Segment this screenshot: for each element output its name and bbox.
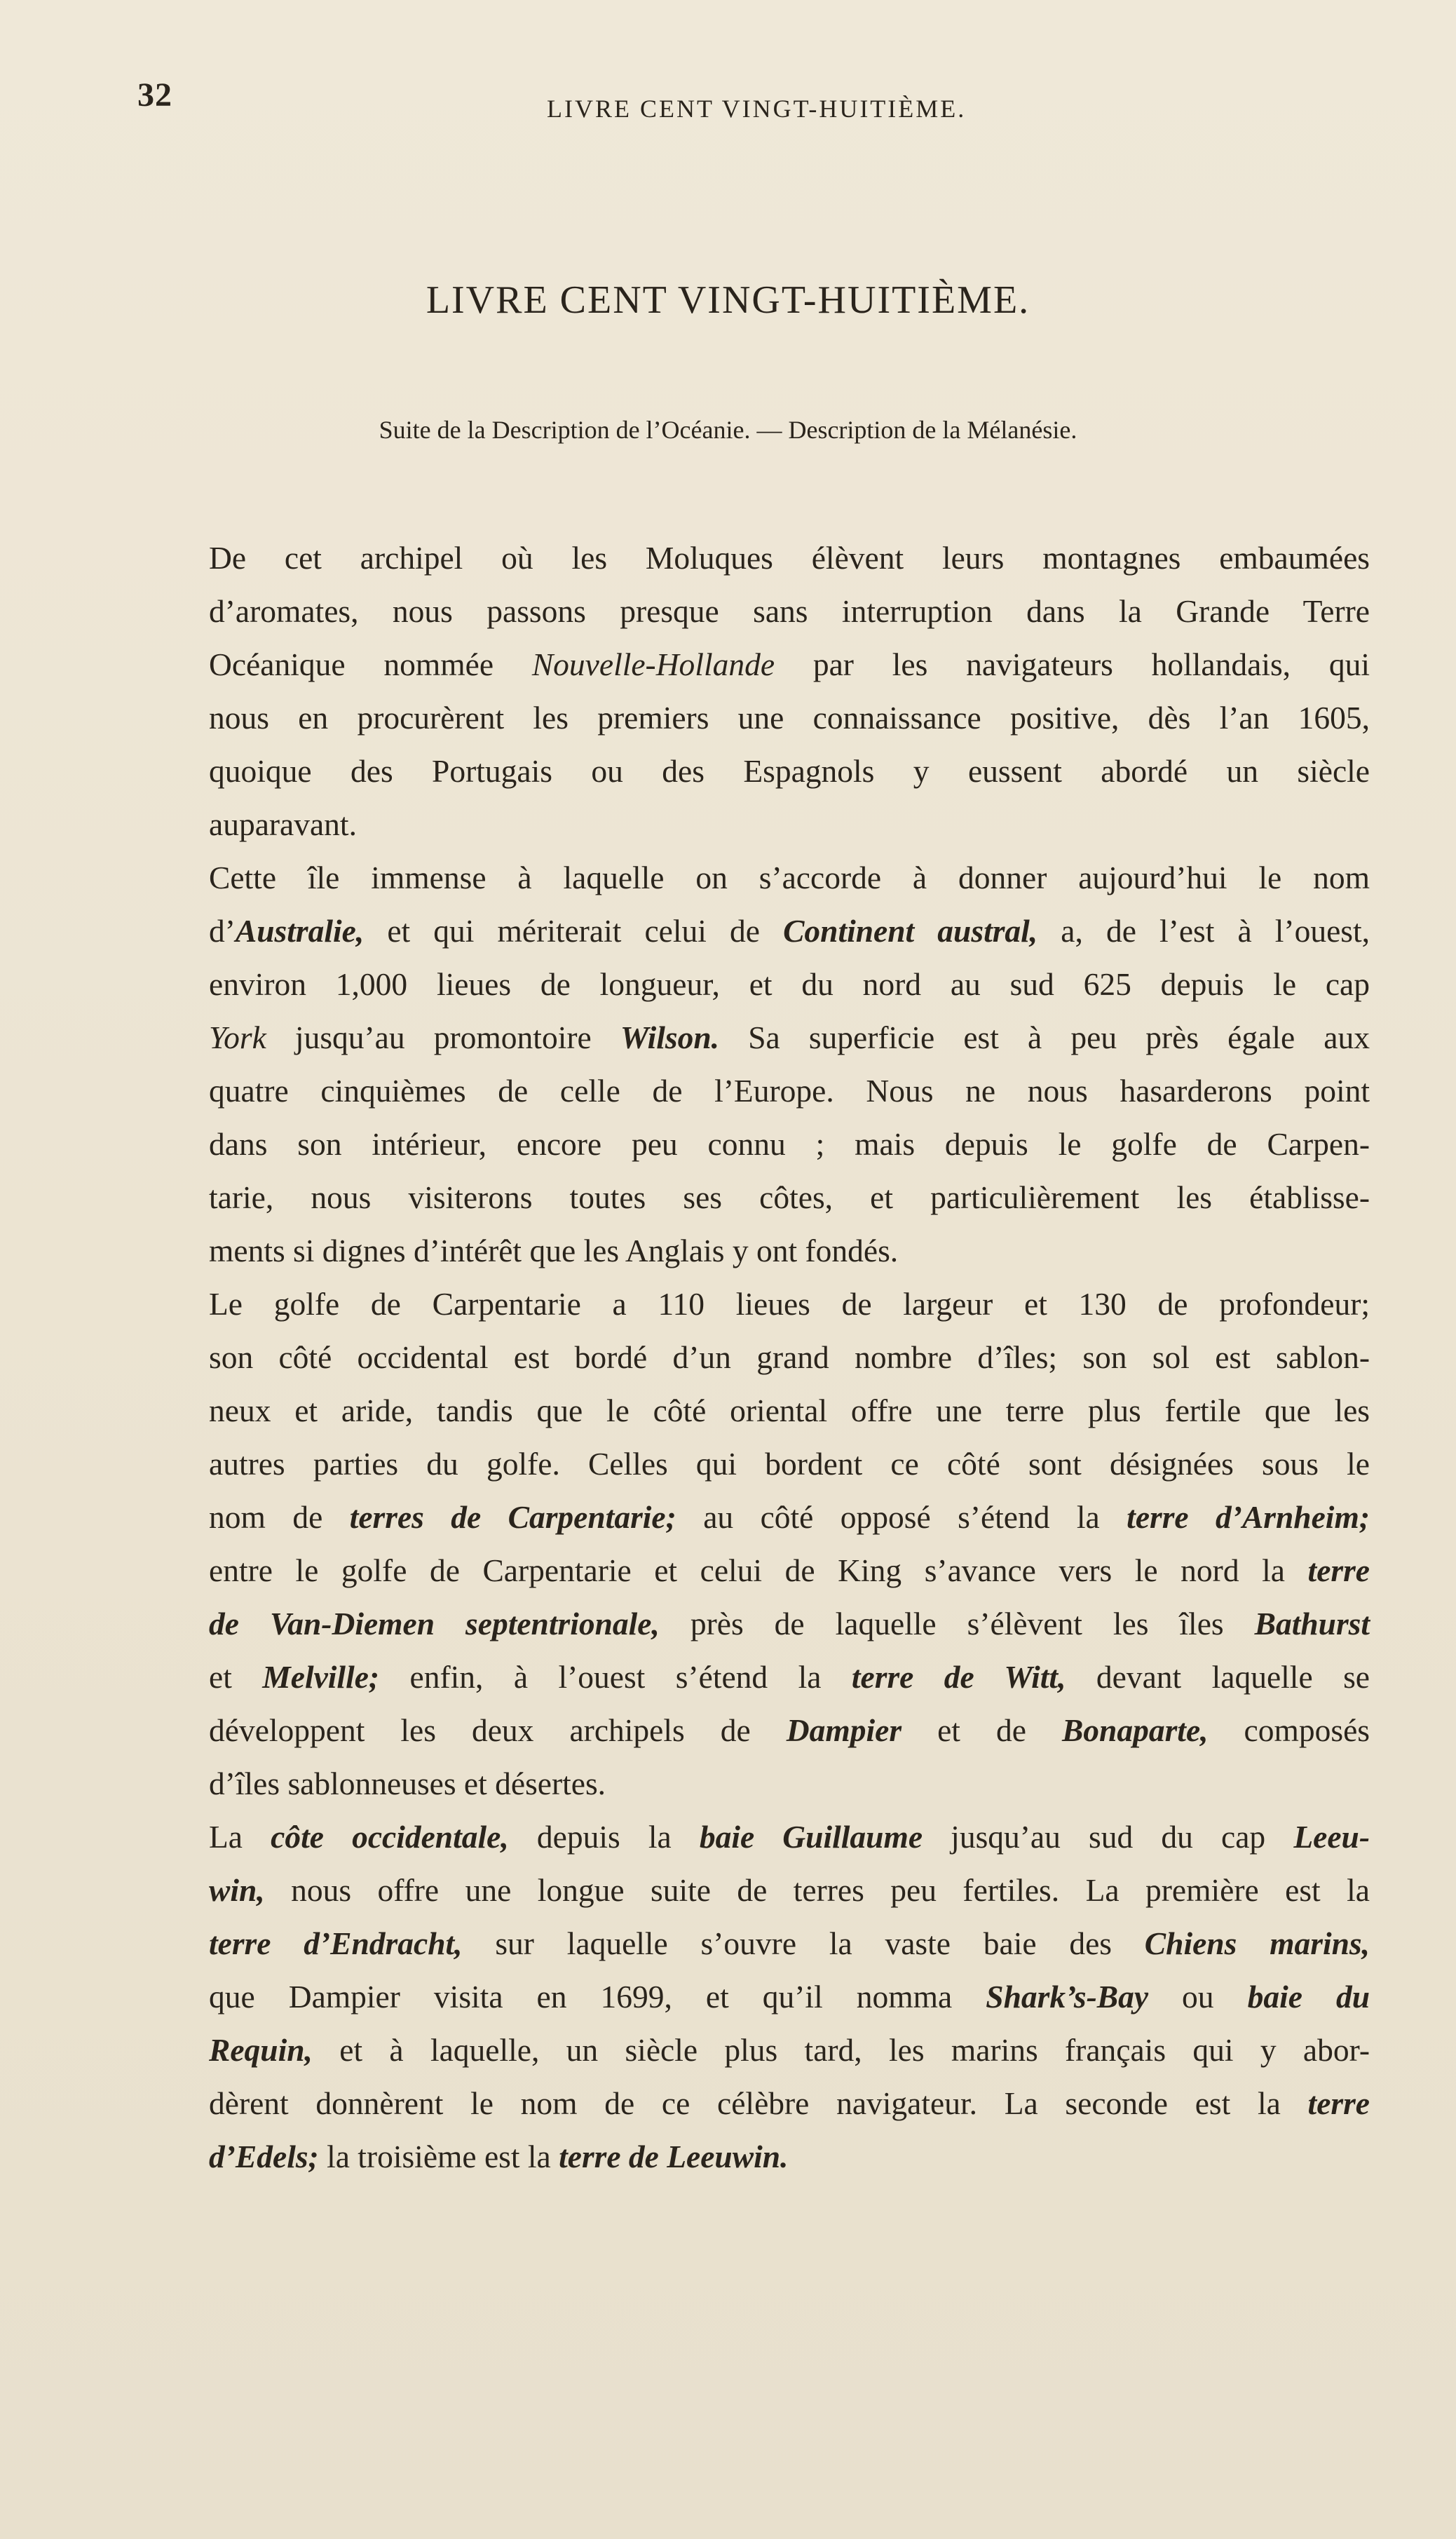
text-line: Cette île immense à laquelle on s’accorde à donner aujourd’hui le nom <box>209 860 1370 895</box>
text-line: que Dampier visita en 1699, et qu’il nomma Shark’s-Bay ou baie du <box>209 1979 1370 2015</box>
text-line: Requin, et à laquelle, un siècle plus tard, les marins français qui y abor- <box>209 2032 1370 2068</box>
text-line: York jusqu’au promontoire Wilson. Sa superficie est à peu près égale aux <box>209 1020 1370 1055</box>
text-line: neux et aride, tandis que le côté oriental offre une terre plus fertile que les <box>209 1393 1370 1428</box>
running-head: LIVRE CENT VINGT-HUITIÈME. <box>547 95 967 123</box>
text-line: Océanique nommée Nouvelle-Hollande par les navigateurs hollandais, qui <box>209 646 1370 682</box>
chapter-title: LIVRE CENT VINGT-HUITIÈME. <box>426 278 1030 322</box>
text-line: d’Edels; la troisième est la terre de Leeuwin. <box>209 2139 789 2174</box>
page-number: 32 <box>137 76 172 114</box>
chapter-subtitle: Suite de la Description de l’Océanie. — Description de la Mélanésie. <box>379 416 1077 444</box>
text-line: win, nous offre une longue suite de terres peu fertiles. La première est la <box>209 1872 1370 1908</box>
text-line: environ 1,000 lieues de longueur, et du nord au sud 625 depuis le cap <box>209 966 1370 1002</box>
text-line: La côte occidentale, depuis la baie Guillaume jusqu’au sud du cap Leeu- <box>209 1819 1370 1855</box>
text-line: quoique des Portugais ou des Espagnols y eussent abordé un siècle <box>209 753 1370 789</box>
text-line: nom de terres de Carpentarie; au côté opposé s’étend la terre d’Arnheim; <box>209 1499 1370 1535</box>
text-line: d’aromates, nous passons presque sans interruption dans la Grande Terre <box>209 593 1370 629</box>
text-line: d’Australie, et qui mériterait celui de Continent austral, a, de l’est à l’ouest, <box>209 913 1370 949</box>
text-line: ments si dignes d’intérêt que les Anglais y ont fondés. <box>209 1233 899 1268</box>
text-line: auparavant. <box>209 806 357 842</box>
text-line: nous en procurèrent les premiers une connaissance positive, dès l’an 1605, <box>209 700 1370 736</box>
text-line: de Van-Diemen septentrionale, près de laquelle s’élèvent les îles Bathurst <box>209 1606 1370 1641</box>
text-line: dèrent donnèrent le nom de ce célèbre navigateur. La seconde est la terre <box>209 2085 1370 2121</box>
text-line: dans son intérieur, encore peu connu ; mais depuis le golfe de Carpen- <box>209 1126 1370 1162</box>
body-text <box>209 532 1370 2183</box>
text-line: son côté occidental est bordé d’un grand nombre d’îles; son sol est sablon- <box>209 1339 1370 1375</box>
text-line: terre d’Endracht, sur laquelle s’ouvre la vaste baie des Chiens marins, <box>209 1925 1370 1961</box>
text-line: tarie, nous visiterons toutes ses côtes, et particulièrement les établisse- <box>209 1179 1370 1215</box>
text-line: De cet archipel où les Moluques élèvent leurs montagnes embaumées <box>209 540 1370 576</box>
text-line: d’îles sablonneuses et désertes. <box>209 1766 606 1801</box>
text-line: entre le golfe de Carpentarie et celui de King s’avance vers le nord la terre <box>209 1552 1370 1588</box>
text-line: et Melville; enfin, à l’ouest s’étend la terre de Witt, devant laquelle se <box>209 1659 1370 1695</box>
text-line: développent les deux archipels de Dampier et de Bonaparte, composés <box>209 1712 1370 1748</box>
text-line: autres parties du golfe. Celles qui bordent ce côté sont désignées sous le <box>209 1446 1370 1482</box>
text-line: Le golfe de Carpentarie a 110 lieues de largeur et 130 de profondeur; <box>209 1286 1370 1322</box>
text-line: quatre cinquièmes de celle de l’Europe. Nous ne nous hasarderons point <box>209 1073 1370 1109</box>
